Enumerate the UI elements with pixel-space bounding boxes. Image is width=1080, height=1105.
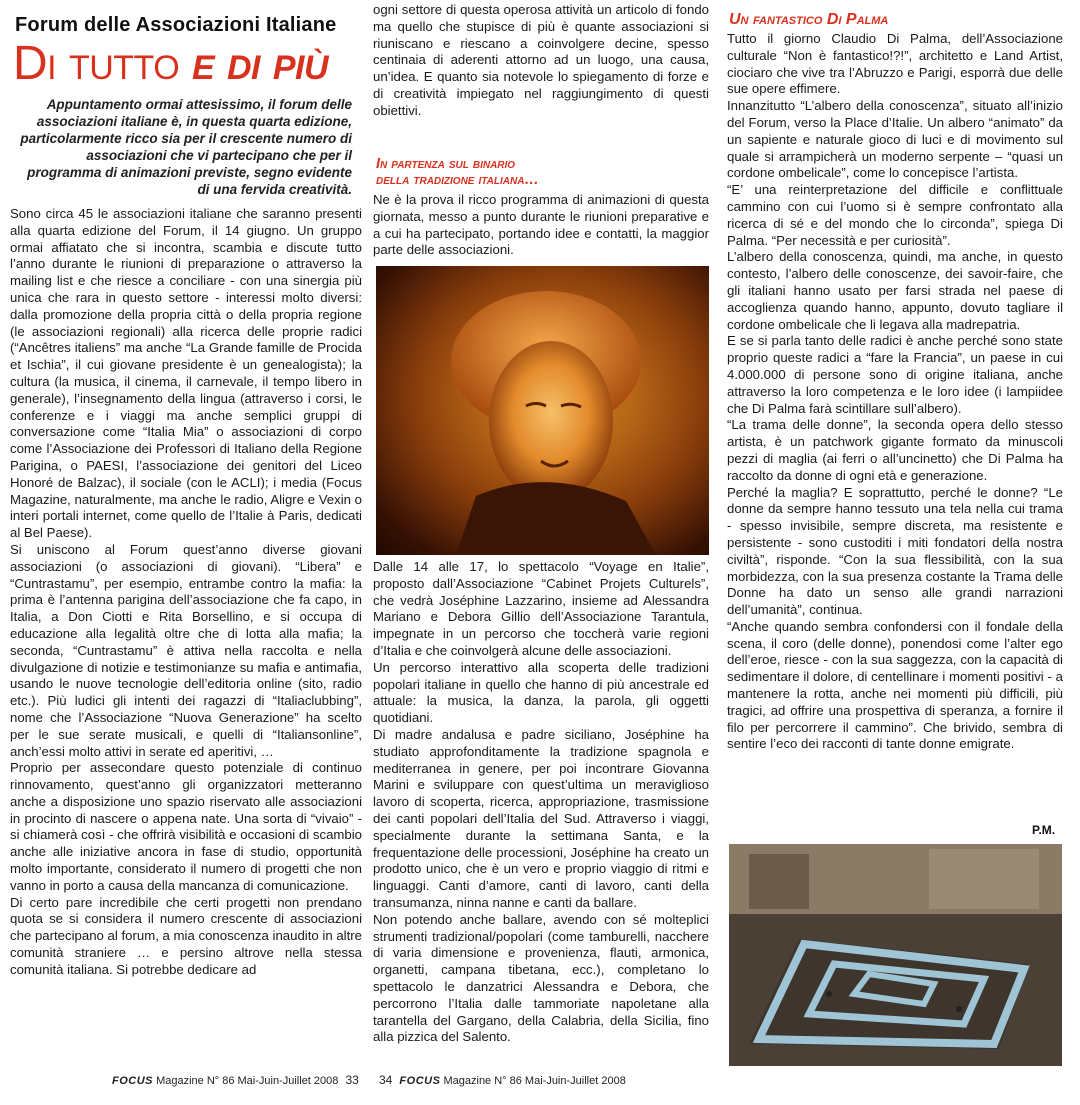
photo-singer-illustration <box>376 266 709 555</box>
paragraph: Tutto il giorno Claudio Di Palma, dell’Associazione culturale “Non è fantastico!?!”, architetto e Land Artist, ciociaro che vive tra l’Abruzzo e Parigi, esporrà due delle sue opere effimere. <box>727 31 1063 97</box>
kicker: Forum delle Associazioni Italiane <box>15 14 337 36</box>
footer-issue-text: Magazine N° 86 Mai-Juin-Juillet 2008 <box>156 1075 339 1087</box>
headline-part1: Di tutto <box>13 37 180 90</box>
paragraph: L’albero della conoscenza, quindi, ma anche, in questo contesto, l’albero delle conoscenze, dei savoir-faire, che gli italiani hanno usato per farsi strada nel paese di accoglienza quando hanno, appunto, dovuto tagliare il cordone ombelicale che li legava alla madrepatria. <box>727 249 1063 332</box>
footer-issue-text: Magazine N° 86 Mai-Juin-Juillet 2008 <box>443 1075 626 1087</box>
paragraph: E se si parla tanto delle radici è anche perché sono state proprio queste radici a “fare la Francia”, un paese in cui 4.000.000 di persone sono di origine italiana, anche attraverso la loro competenza e le loro idee (i lampiidee che Di Palma farà scintillare sull’albero). <box>727 333 1063 416</box>
photo-patchwork-installation <box>729 844 1062 1066</box>
paragraph: Ne è la prova il ricco programma di animazioni di questa giornata, messo a punto durante le riunioni preparative e a cui ha partecipato, portando idee e contatti, la maggior parte delle associazioni. <box>373 192 709 258</box>
section-title-line: In partenza sul binario <box>376 156 516 172</box>
footer-left <box>112 1073 359 1087</box>
paragraph: Di certo pare incredibile che certi progetti non prendano quota se si considera il numero crescente di associazioni che partecipano al forum, a mia conoscenza inaudito in altre comunità straniere … e persino altrove nella stessa comunità italiana. Si potrebbe dedicare ad <box>10 894 362 977</box>
author-signature: P.M. <box>1032 823 1056 837</box>
headline-part2: e di più <box>191 37 329 90</box>
paragraph: Non potendo anche ballare, avendo con sé molteplici strumenti tradizional/popolari (come tamburelli, nacchere di varia dimensione e provenienza, flauti, armonica, organetti, campana tibetana, ecc.), completano lo spettacolo le danzatrici Alessandra e Debora, che percorrono l’Italia dalle tammoriate napoletane alla tarantella del Gargano, della Calabria, della Sicilia, fino alla pizzica del Salento. <box>373 911 709 1045</box>
paragraph: “La trama delle donne”, la seconda opera dello stesso artista, è un patchwork gigante formato da minuscoli pezzi di maglia (ai ferri o all’uncinetto) che Di Palma ha raccolto da donne di ogni età e generazione. <box>727 417 1063 483</box>
photo-patchwork-illustration <box>729 844 1062 1066</box>
column-1 <box>10 206 362 979</box>
paragraph: Innanzitutto “L’albero della conoscenza”, situato all’inizio del Forum, verso la Place d’Italie. Un albero “animato” da un sapiente e naturale gioco di luci e di movimento sul quale si arrampicherà un moderno serpente – “quasi un cordone ombelicale”, come lo concepisce l’artista. <box>727 98 1063 181</box>
paragraph: Dalle 14 alle 17, lo spettacolo “Voyage en Italie”, proposto dall’Associazione “Cabinet Projets Culturels”, che vedrà Joséphine Lazzarino, insieme ad Alessandra Mariano e Debora Gillio dell’Associazione Tarantula, impegnate in un percorso che toccherà varie regioni d’Italia e che coinvolgerà alcune delle associazioni. <box>373 559 709 658</box>
section-title-line: della tradizione italiana… <box>376 172 539 188</box>
paragraph: “Anche quando sembra confondersi con il fondale della scena, il coro (delle donne), ponendosi come l’alter ego dell’eroe, riesce - con la sua saggezza, con la capacità di sedimentare il dolore, di centellinare i momenti positivi - a mantenere la rotta, anche nei momenti più difficili, più tragici, ad offrire una prospettiva di speranza, a fornire il filo per percorrere il cammino”. Che brivido, sembra di sentire l’eco dei racconti di tante donne emigrate. <box>727 618 1063 752</box>
section-title-1 <box>376 156 539 188</box>
page-number: 34 <box>379 1073 393 1087</box>
paragraph: Di madre andalusa e padre siciliano, Joséphine ha studiato approfonditamente la tradizione spagnola e mediterranea in genere, per poi incontrare Giovanna Marini e sviluppare con quest’ultima un meraviglioso lavoro di scoperta, ricerca, appropriazione, trasmissione dei canti popolari dell’Italia del Sud. Attraverso i viaggi, specialmente durante la settimana Santa, e la frequentazione delle processioni, Joséphine ha creato un prodotto unico, che è un vero e proprio viaggio di ritmi e linguaggi. Canti d’amore, canti di lavoro, canti della transumanza, ninna nanne e canti da ballare. <box>373 726 709 910</box>
magazine-logo: FOCUS <box>399 1075 441 1087</box>
page-number: 33 <box>345 1073 359 1087</box>
paragraph: Si uniscono al Forum quest’anno diverse giovani associazioni (o associazioni di giovani). “Libera” e “Cuntrastamu”, per esempio, entrambe contro la mafia: la prima è l’antenna parigina dell’associazione che fa capo, in Italia, a Don Ciotti e Rita Borsellino, e si occupa di educazione alla legalità oltre che di lotta alla mafia; la seconda, “Cuntrastamu” è attiva nella raccolta e nella divulgazione di notizie e testimonianze su mafia e antimafia, usando le nuove tecnologie dell’editoria online (sito, radio etc.). Più ludici gli intenti dei ragazzi di “Italiaclubbing”, nome che l’Associazione “Nuova Generazione” ha scelto per le sue serate musicali, e quelli di “Italiansonline”, anch’essi molto attivi in serate ed aperitivi, … <box>10 541 362 759</box>
paragraph: ogni settore di questa operosa attività un articolo di fondo ma quello che stupisce di più è quante associazioni si riuniscano e riescano a coinvolgere decine, spesso centinaia di aderenti attorno ad un luogo, una causa, un’idea. E quanto sia notevole lo spiegamento di forze e di creatività impiegato nel raggiungimento di questi obiettivi. <box>373 2 709 118</box>
standfirst: Appuntamento ormai attesissimo, il forum delle associazioni italiane è, in questa quarta edizione, particolarmente ricco sia per il crescente numero di associazioni che vi partecipano che per il programma di animazioni previste, segno evidente di una fervida creatività. <box>20 97 352 197</box>
magazine-logo: FOCUS <box>112 1075 153 1087</box>
column-2-top <box>373 2 709 120</box>
paragraph: “E’ una reinterpretazione del difficile e conflittuale cammino con cui l’uomo si è sempre confrontato alla ricerca di sé e del mondo che lo circonda”, spiega Di Palma. “Per necessità e per curiosità”. <box>727 182 1063 248</box>
footer-right <box>379 1073 626 1087</box>
paragraph: Sono circa 45 le associazioni italiane che saranno presenti alla quarta edizione del Forum, il 14 giugno. Un gruppo ormai affiatato che si incontra, scambia e discute tutto l’anno durante le riunioni di preparazione o attraverso la mailing list e che riesce a conciliare - con una sinergia più unica che rara in questo settore - interessi molto diversi: dalla promozione della propria città o della propria regione (le associazioni regionali) alla ricerca delle proprie radici (“Ancêtres italiens” ma anche “La Grande famille de Procida et Ischia”, il cui giovane presidente è un genealogista); la cultura (la musica, il cinema, il carnevale, il tempo libero in generale), l’insegnamento della lingua (attraverso i corsi, le conferenze e i viaggi ma anche semplici gruppi di conversazione come “Italia Mia” o associazioni di corpo come l’Associazione dei Professori di Italiano della Regione Parigina, o PAESI, l’associazione dei genitori del Liceo Honoré de Balzac), il sociale (con le ACLI); i media (Focus Magazine, naturalmente, ma anche le radio, Aligre e Vexin o interi portali internet, come quello de l’Italie à Paris, dedicati al Bel Paese). <box>10 206 362 541</box>
headline <box>13 36 328 92</box>
section-title-2: Un fantastico Di Palma <box>729 11 889 28</box>
photo-singer <box>376 266 709 555</box>
column-2-bottom <box>373 559 709 1046</box>
paragraph: Un percorso interattivo alla scoperta delle tradizioni popolari italiane in quello che hanno di più ancestrale ed attuale: la musica, la danza, la parola, gli oggetti quotidiani. <box>373 659 709 726</box>
column-3 <box>727 31 1063 753</box>
paragraph: Perché la maglia? E soprattutto, perché le donne? “Le donne da sempre hanno tessuto una tela nella cui trama - spesso invisibile, sempre discreta, ma resistente e persistente - sono custoditi i miti fondatori della nostra civiltà”, risponde. “Con la sua flessibilità, con la sua morbidezza, con la sua presenza costante la Trama delle Donne ha dato un senso alle grandi narrazioni dell’umanità”, continua. <box>727 484 1063 618</box>
paragraph: Proprio per assecondare questo potenziale di continuo rinnovamento, quest’anno gli organizzatori metteranno anche a disposizione uno spazio riservato alle associazioni in procinto di nascere o appena nate. Una sorta di “vivaio” - si chiamerà così - che offrirà visibilità e occasioni di scambio anche alle iniziative ancora in fase di studio, opportunità molto importante, considerato il numero di progetti che non vanno in porto a causa della mancanza di comunicazione. <box>10 760 362 893</box>
column-2-mid <box>373 192 709 259</box>
